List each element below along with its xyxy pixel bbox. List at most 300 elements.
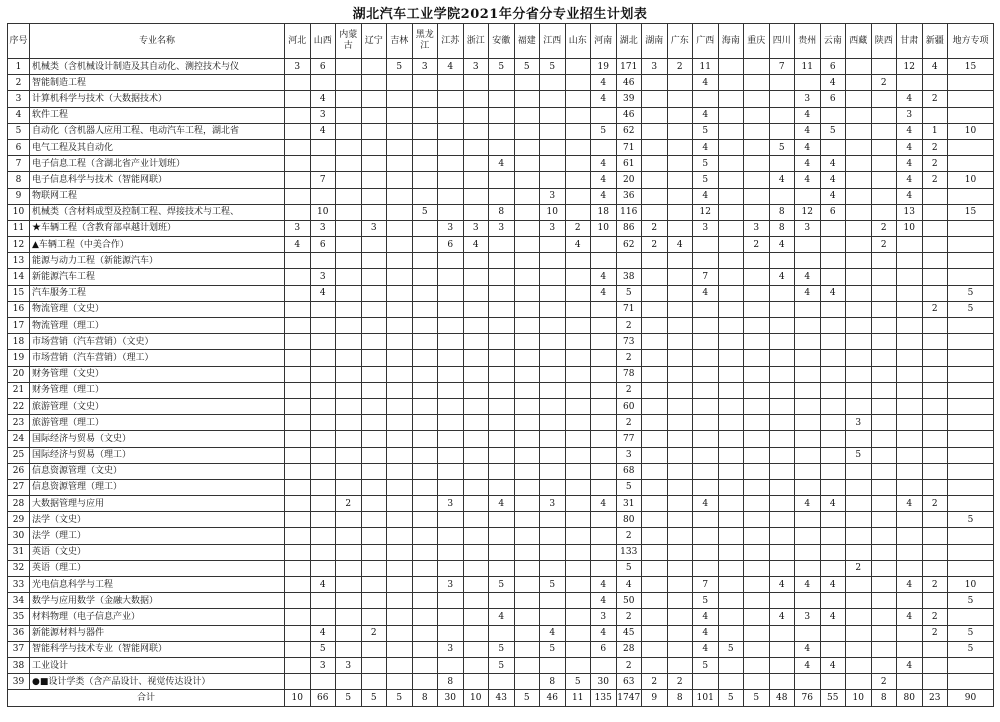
quota-cell	[846, 318, 872, 334]
quota-cell	[285, 366, 311, 382]
quota-cell: 5	[948, 593, 994, 609]
quota-cell	[463, 156, 489, 172]
quota-cell: 60	[616, 398, 642, 414]
quota-cell: 2	[616, 657, 642, 673]
quota-cell: 4	[820, 172, 846, 188]
quota-cell: 4	[897, 609, 923, 625]
quota-cell	[412, 593, 438, 609]
quota-cell: 5	[769, 139, 795, 155]
quota-cell	[336, 544, 362, 560]
total-cell: 10	[463, 690, 489, 706]
header-province: 辽宁	[361, 24, 387, 59]
quota-cell	[514, 156, 540, 172]
quota-cell	[667, 593, 693, 609]
quota-cell	[846, 123, 872, 139]
quota-cell	[310, 512, 336, 528]
quota-cell: 5	[948, 625, 994, 641]
quota-cell	[667, 301, 693, 317]
quota-cell: 8	[769, 220, 795, 236]
quota-cell: 4	[693, 641, 719, 657]
quota-cell	[361, 59, 387, 75]
quota-cell	[871, 204, 897, 220]
quota-cell: 3	[744, 220, 770, 236]
quota-cell	[769, 398, 795, 414]
header-major-name: 专业名称	[30, 24, 285, 59]
quota-cell	[846, 253, 872, 269]
quota-cell	[591, 318, 617, 334]
quota-cell: 7	[769, 59, 795, 75]
quota-cell	[336, 318, 362, 334]
quota-cell: 4	[591, 285, 617, 301]
quota-cell: 3	[438, 220, 464, 236]
quota-cell	[744, 188, 770, 204]
quota-cell	[718, 609, 744, 625]
total-label: 合计	[8, 690, 285, 706]
quota-cell	[514, 544, 540, 560]
quota-cell: 4	[693, 75, 719, 91]
quota-cell: 5	[948, 641, 994, 657]
quota-cell	[565, 382, 591, 398]
quota-cell	[540, 301, 566, 317]
quota-cell	[948, 560, 994, 576]
quota-cell	[336, 123, 362, 139]
quota-cell: 3	[591, 609, 617, 625]
quota-cell	[897, 447, 923, 463]
quota-cell: 6	[310, 237, 336, 253]
quota-cell: 2	[922, 609, 948, 625]
major-name-cell: 物流管理（文史）	[30, 301, 285, 317]
quota-cell	[565, 431, 591, 447]
quota-cell	[565, 512, 591, 528]
quota-cell: 3	[310, 269, 336, 285]
quota-cell	[846, 641, 872, 657]
quota-cell: 3	[285, 220, 311, 236]
quota-cell	[871, 641, 897, 657]
quota-cell: 6	[820, 204, 846, 220]
quota-cell: 5	[718, 641, 744, 657]
quota-cell	[769, 318, 795, 334]
total-cell: 8	[667, 690, 693, 706]
quota-cell	[336, 577, 362, 593]
quota-cell	[387, 544, 413, 560]
quota-cell	[489, 512, 515, 528]
quota-cell	[693, 560, 719, 576]
quota-cell: 8	[769, 204, 795, 220]
quota-cell	[667, 512, 693, 528]
quota-cell	[489, 366, 515, 382]
quota-cell: 4	[897, 123, 923, 139]
quota-cell	[565, 463, 591, 479]
quota-cell	[361, 366, 387, 382]
quota-cell	[897, 528, 923, 544]
quota-cell	[336, 139, 362, 155]
quota-cell	[489, 172, 515, 188]
quota-cell	[744, 560, 770, 576]
quota-cell	[846, 657, 872, 673]
quota-cell	[540, 382, 566, 398]
quota-cell	[361, 156, 387, 172]
table-row	[8, 366, 994, 382]
quota-cell	[846, 350, 872, 366]
quota-cell	[948, 334, 994, 350]
quota-cell	[387, 382, 413, 398]
quota-cell	[667, 463, 693, 479]
quota-cell	[744, 156, 770, 172]
quota-cell	[514, 512, 540, 528]
quota-cell: 4	[897, 496, 923, 512]
total-cell: 90	[948, 690, 994, 706]
table-row	[8, 609, 994, 625]
quota-cell	[667, 318, 693, 334]
quota-cell	[285, 156, 311, 172]
quota-cell: 15	[948, 59, 994, 75]
quota-cell	[361, 560, 387, 576]
quota-cell	[718, 123, 744, 139]
quota-cell	[336, 220, 362, 236]
quota-cell	[897, 560, 923, 576]
quota-cell: 3	[616, 447, 642, 463]
quota-cell	[285, 609, 311, 625]
quota-cell	[565, 123, 591, 139]
row-seq: 18	[8, 334, 30, 350]
quota-cell	[744, 398, 770, 414]
table-row	[8, 512, 994, 528]
major-name-cell: ★车辆工程（含教育部卓越计划班）	[30, 220, 285, 236]
quota-cell	[871, 156, 897, 172]
quota-cell	[693, 366, 719, 382]
quota-cell	[285, 107, 311, 123]
quota-cell: 3	[846, 415, 872, 431]
quota-cell	[693, 674, 719, 690]
quota-cell: 3	[795, 220, 821, 236]
quota-cell: 4	[310, 91, 336, 107]
quota-cell	[463, 593, 489, 609]
quota-cell	[642, 641, 668, 657]
quota-cell	[820, 560, 846, 576]
major-name-cell: 智能科学与技术专业（智能网联）	[30, 641, 285, 657]
row-seq: 11	[8, 220, 30, 236]
quota-cell	[769, 301, 795, 317]
quota-cell	[463, 577, 489, 593]
quota-cell: 4	[310, 285, 336, 301]
quota-cell	[871, 382, 897, 398]
quota-cell	[412, 237, 438, 253]
quota-cell	[642, 415, 668, 431]
quota-cell: 4	[540, 625, 566, 641]
quota-cell	[948, 91, 994, 107]
quota-cell	[387, 350, 413, 366]
quota-cell	[667, 431, 693, 447]
quota-cell	[948, 528, 994, 544]
quota-cell	[361, 496, 387, 512]
quota-cell	[361, 285, 387, 301]
quota-cell	[897, 625, 923, 641]
quota-cell	[897, 382, 923, 398]
total-cell: 8	[412, 690, 438, 706]
quota-cell	[897, 366, 923, 382]
quota-cell	[540, 123, 566, 139]
major-name-cell: 物联网工程	[30, 188, 285, 204]
quota-cell: 5	[616, 560, 642, 576]
row-seq: 21	[8, 382, 30, 398]
quota-cell	[514, 139, 540, 155]
quota-cell	[846, 463, 872, 479]
quota-cell	[412, 172, 438, 188]
quota-cell	[463, 479, 489, 495]
quota-cell	[285, 285, 311, 301]
quota-cell	[387, 123, 413, 139]
quota-cell	[412, 253, 438, 269]
quota-cell	[948, 463, 994, 479]
quota-cell	[489, 269, 515, 285]
table-row	[8, 463, 994, 479]
quota-cell: 2	[871, 237, 897, 253]
quota-cell	[718, 479, 744, 495]
quota-cell	[897, 350, 923, 366]
quota-cell: 6	[820, 91, 846, 107]
quota-cell	[948, 318, 994, 334]
quota-cell: 5	[693, 593, 719, 609]
quota-cell	[769, 544, 795, 560]
quota-cell	[744, 431, 770, 447]
quota-cell	[387, 237, 413, 253]
quota-cell	[922, 107, 948, 123]
quota-cell	[871, 496, 897, 512]
quota-cell	[667, 447, 693, 463]
quota-cell	[540, 431, 566, 447]
quota-cell	[285, 188, 311, 204]
quota-cell	[744, 91, 770, 107]
quota-cell: 5	[540, 577, 566, 593]
quota-cell	[387, 415, 413, 431]
quota-cell: 3	[897, 107, 923, 123]
quota-cell: 5	[387, 59, 413, 75]
quota-cell	[948, 156, 994, 172]
table-row	[8, 674, 994, 690]
quota-cell: 3	[693, 220, 719, 236]
header-province: 安徽	[489, 24, 515, 59]
quota-cell	[412, 641, 438, 657]
quota-cell: 6	[438, 237, 464, 253]
quota-cell	[718, 334, 744, 350]
quota-cell	[846, 269, 872, 285]
major-name-cell: 计算机科学与技术（大数据技术）	[30, 91, 285, 107]
quota-cell: 4	[591, 577, 617, 593]
quota-cell	[948, 253, 994, 269]
quota-cell	[438, 415, 464, 431]
quota-cell	[361, 204, 387, 220]
quota-cell	[922, 75, 948, 91]
quota-cell	[846, 334, 872, 350]
quota-cell	[871, 269, 897, 285]
quota-cell	[285, 431, 311, 447]
quota-cell	[846, 59, 872, 75]
quota-cell	[820, 528, 846, 544]
table-row	[8, 496, 994, 512]
quota-cell	[310, 609, 336, 625]
quota-cell	[438, 528, 464, 544]
quota-cell	[769, 560, 795, 576]
quota-cell	[871, 593, 897, 609]
quota-cell	[387, 269, 413, 285]
quota-cell	[642, 204, 668, 220]
quota-cell	[948, 398, 994, 414]
header-province: 四川	[769, 24, 795, 59]
quota-cell	[387, 188, 413, 204]
quota-cell	[361, 512, 387, 528]
row-seq: 4	[8, 107, 30, 123]
quota-cell	[361, 528, 387, 544]
quota-cell: 8	[438, 674, 464, 690]
quota-cell: 4	[591, 172, 617, 188]
quota-cell: 4	[897, 139, 923, 155]
quota-cell	[285, 75, 311, 91]
quota-cell	[412, 577, 438, 593]
quota-cell	[922, 350, 948, 366]
quota-cell	[922, 398, 948, 414]
quota-cell	[718, 269, 744, 285]
table-row	[8, 59, 994, 75]
quota-cell	[463, 139, 489, 155]
quota-cell	[361, 334, 387, 350]
quota-cell	[769, 496, 795, 512]
quota-cell	[514, 593, 540, 609]
quota-cell	[820, 350, 846, 366]
quota-cell	[565, 496, 591, 512]
quota-cell	[310, 334, 336, 350]
row-seq: 28	[8, 496, 30, 512]
quota-cell	[489, 447, 515, 463]
quota-cell	[361, 641, 387, 657]
quota-cell	[744, 528, 770, 544]
quota-cell	[412, 318, 438, 334]
quota-cell: 4	[897, 172, 923, 188]
total-cell: 9	[642, 690, 668, 706]
quota-cell	[718, 59, 744, 75]
row-seq: 7	[8, 156, 30, 172]
quota-cell	[667, 123, 693, 139]
quota-cell: 71	[616, 301, 642, 317]
quota-cell	[693, 528, 719, 544]
quota-cell	[310, 593, 336, 609]
row-seq: 33	[8, 577, 30, 593]
quota-cell	[667, 75, 693, 91]
quota-cell	[336, 382, 362, 398]
quota-cell	[769, 528, 795, 544]
row-seq: 14	[8, 269, 30, 285]
quota-cell: 2	[667, 59, 693, 75]
quota-cell	[693, 382, 719, 398]
quota-cell	[336, 447, 362, 463]
table-row	[8, 139, 994, 155]
total-cell: 80	[897, 690, 923, 706]
quota-cell	[922, 204, 948, 220]
quota-cell	[795, 544, 821, 560]
quota-cell	[387, 366, 413, 382]
quota-cell	[718, 496, 744, 512]
quota-cell: 2	[922, 496, 948, 512]
quota-cell	[438, 91, 464, 107]
quota-cell	[489, 350, 515, 366]
quota-cell: 2	[642, 237, 668, 253]
quota-cell: 4	[591, 625, 617, 641]
quota-cell	[897, 285, 923, 301]
quota-cell	[795, 253, 821, 269]
quota-cell: 4	[795, 269, 821, 285]
row-seq: 38	[8, 657, 30, 673]
quota-cell: 4	[565, 237, 591, 253]
major-name-cell: 旅游管理（文史）	[30, 398, 285, 414]
quota-cell	[514, 382, 540, 398]
quota-cell	[642, 593, 668, 609]
quota-cell: 28	[616, 641, 642, 657]
quota-cell	[846, 577, 872, 593]
major-name-cell: 财务管理（理工）	[30, 382, 285, 398]
quota-cell	[820, 269, 846, 285]
enrollment-plan-table	[7, 23, 994, 707]
quota-cell	[489, 463, 515, 479]
quota-cell	[922, 253, 948, 269]
quota-cell	[514, 560, 540, 576]
header-province: 内蒙古	[336, 24, 362, 59]
quota-cell	[820, 253, 846, 269]
quota-cell	[897, 253, 923, 269]
quota-cell	[387, 674, 413, 690]
quota-cell	[463, 334, 489, 350]
quota-cell	[514, 285, 540, 301]
quota-cell	[336, 91, 362, 107]
quota-cell	[540, 528, 566, 544]
quota-cell	[540, 285, 566, 301]
row-seq: 5	[8, 123, 30, 139]
quota-cell	[285, 350, 311, 366]
quota-cell	[846, 139, 872, 155]
quota-cell: 71	[616, 139, 642, 155]
quota-cell: 4	[820, 496, 846, 512]
quota-cell	[489, 479, 515, 495]
quota-cell	[820, 512, 846, 528]
quota-cell	[769, 641, 795, 657]
quota-cell	[871, 366, 897, 382]
quota-cell: 4	[591, 188, 617, 204]
header-province: 黑龙江	[412, 24, 438, 59]
quota-cell	[871, 188, 897, 204]
major-name-cell: 材料物理（电子信息产业）	[30, 609, 285, 625]
quota-cell	[693, 334, 719, 350]
total-cell: 10	[285, 690, 311, 706]
quota-cell: 4	[438, 59, 464, 75]
row-seq: 15	[8, 285, 30, 301]
quota-cell	[769, 350, 795, 366]
quota-cell	[922, 463, 948, 479]
quota-cell	[514, 334, 540, 350]
quota-cell	[718, 75, 744, 91]
quota-cell	[744, 253, 770, 269]
quota-cell	[642, 496, 668, 512]
quota-cell	[667, 496, 693, 512]
quota-cell	[667, 334, 693, 350]
quota-cell	[795, 382, 821, 398]
quota-cell	[540, 560, 566, 576]
quota-cell: 3	[642, 59, 668, 75]
quota-cell: 5	[948, 512, 994, 528]
quota-cell	[489, 593, 515, 609]
quota-cell	[871, 479, 897, 495]
quota-cell	[897, 301, 923, 317]
quota-cell	[667, 398, 693, 414]
quota-cell	[948, 366, 994, 382]
quota-cell: 4	[591, 593, 617, 609]
